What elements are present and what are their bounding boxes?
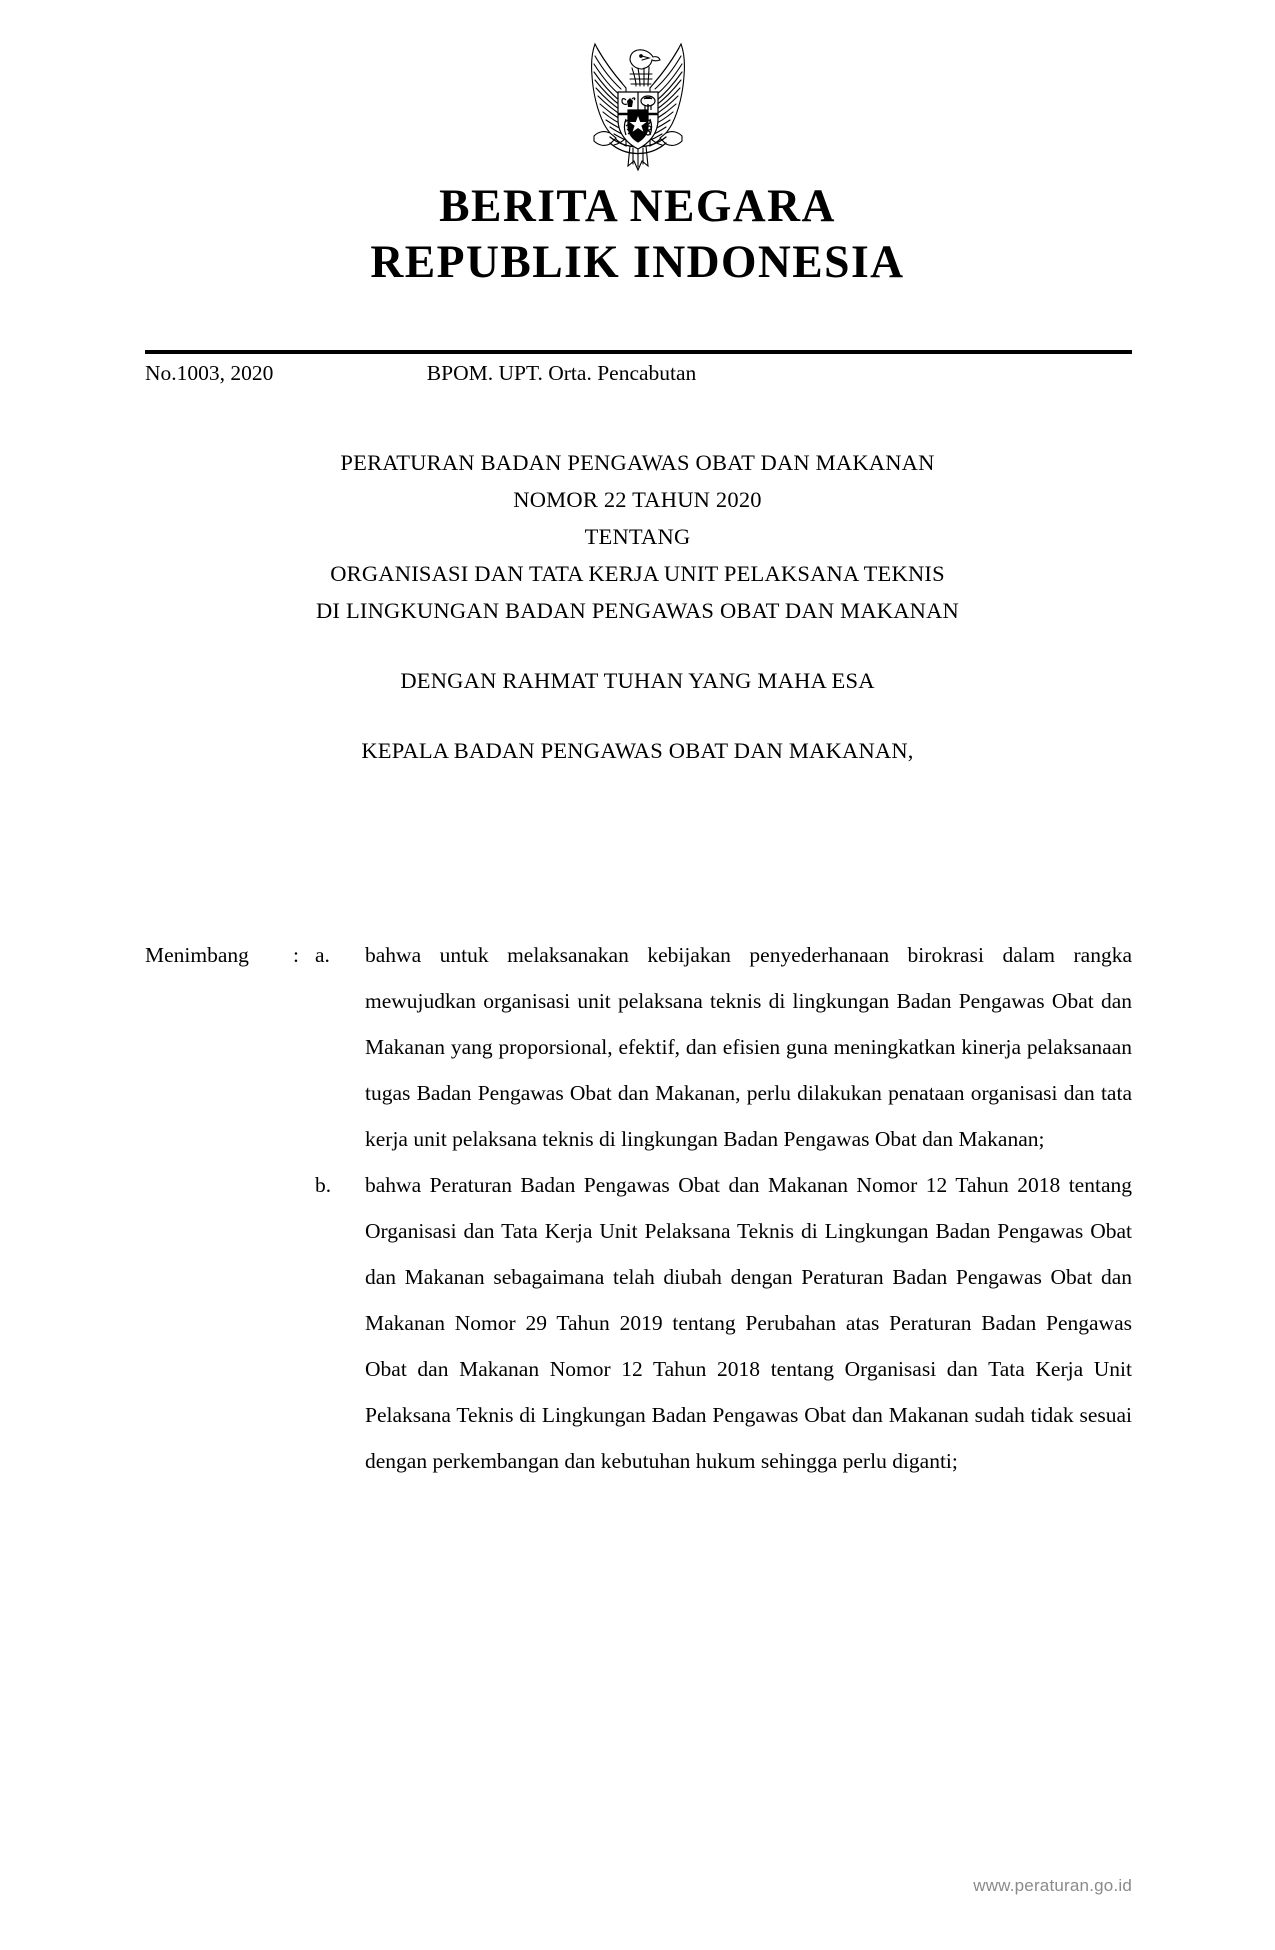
consideration-text-a: bahwa untuk melaksanakan kebijakan penyederhanaan birokrasi dalam rangka mewujudkan organisasi unit pelaksana teknis di lingkungan Badan Pengawas Obat dan Makanan yang proporsional, efektif, dan efisien guna meningkatkan kinerja pelaksanaan tugas Badan Pengawas Obat dan Makanan, perlu dilakukan penataan organisasi dan tata kerja unit pelaksana teknis di lingkungan Badan Pengawas Obat dan Makanan; [365, 943, 1132, 1151]
title-line-subject-2: DI LINGKUNGAN BADAN PENGAWAS OBAT DAN MAKANAN [315, 598, 960, 623]
consideration-item-b [145, 1162, 1132, 1484]
consideration-text-b: bahwa Peraturan Badan Pengawas Obat dan Makanan Nomor 12 Tahun 2018 tentang Organisasi dan Tata Kerja Unit Pelaksana Teknis di Lingkungan Badan Pengawas Obat dan Makanan sebagaimana telah diubah dengan Peraturan Badan Pengawas Obat dan Makanan Nomor 29 Tahun 2019 tentang Perubahan atas Peraturan Badan Pengawas Obat dan Makanan Nomor 12 Tahun 2018 tentang Organisasi dan Tata Kerja Unit Pelaksana Teknis di Lingkungan Badan Pengawas Obat dan Makanan sudah tidak sesuai dengan perkembangan dan kebutuhan hukum sehingga perlu diganti; [365, 1173, 1132, 1473]
title-line-number: NOMOR 22 TAHUN 2020 [513, 487, 762, 512]
document-subject-keywords: BPOM. UPT. Orta. Pencabutan [426, 361, 697, 385]
document-number: No.1003, 2020 [145, 361, 274, 385]
considerations-label: Menimbang [145, 943, 249, 967]
title-spacer-2 [0, 699, 1275, 732]
title-line-about: TENTANG [584, 524, 691, 549]
blessing-line: DENGAN RAHMAT TUHAN YANG MAHA ESA [400, 668, 875, 693]
considerations-colon: : [293, 943, 299, 967]
emblem-container [0, 34, 1275, 176]
masthead [0, 178, 1275, 290]
header-divider [145, 350, 1132, 354]
consideration-marker-a: a. [315, 943, 330, 967]
title-line-institution: PERATURAN BADAN PENGAWAS OBAT DAN MAKANAN [340, 450, 935, 475]
consideration-item-a [145, 932, 1132, 1162]
authority-line: KEPALA BADAN PENGAWAS OBAT DAN MAKANAN, [361, 738, 914, 763]
footer-watermark [0, 1876, 1275, 1896]
masthead-line-1: BERITA NEGARA [439, 180, 836, 232]
title-spacer-1 [0, 629, 1275, 662]
document-header-row [145, 358, 1132, 388]
consideration-marker-b: b. [315, 1173, 332, 1197]
regulation-title-block [0, 444, 1275, 769]
garuda-pancasila-icon [564, 34, 712, 176]
masthead-line-2: REPUBLIK INDONESIA [370, 236, 905, 288]
considerations-section [145, 932, 1132, 1484]
title-line-subject-1: ORGANISASI DAN TATA KERJA UNIT PELAKSANA TEKNIS [330, 561, 945, 586]
source-url-text: www.peraturan.go.id [973, 1876, 1132, 1895]
